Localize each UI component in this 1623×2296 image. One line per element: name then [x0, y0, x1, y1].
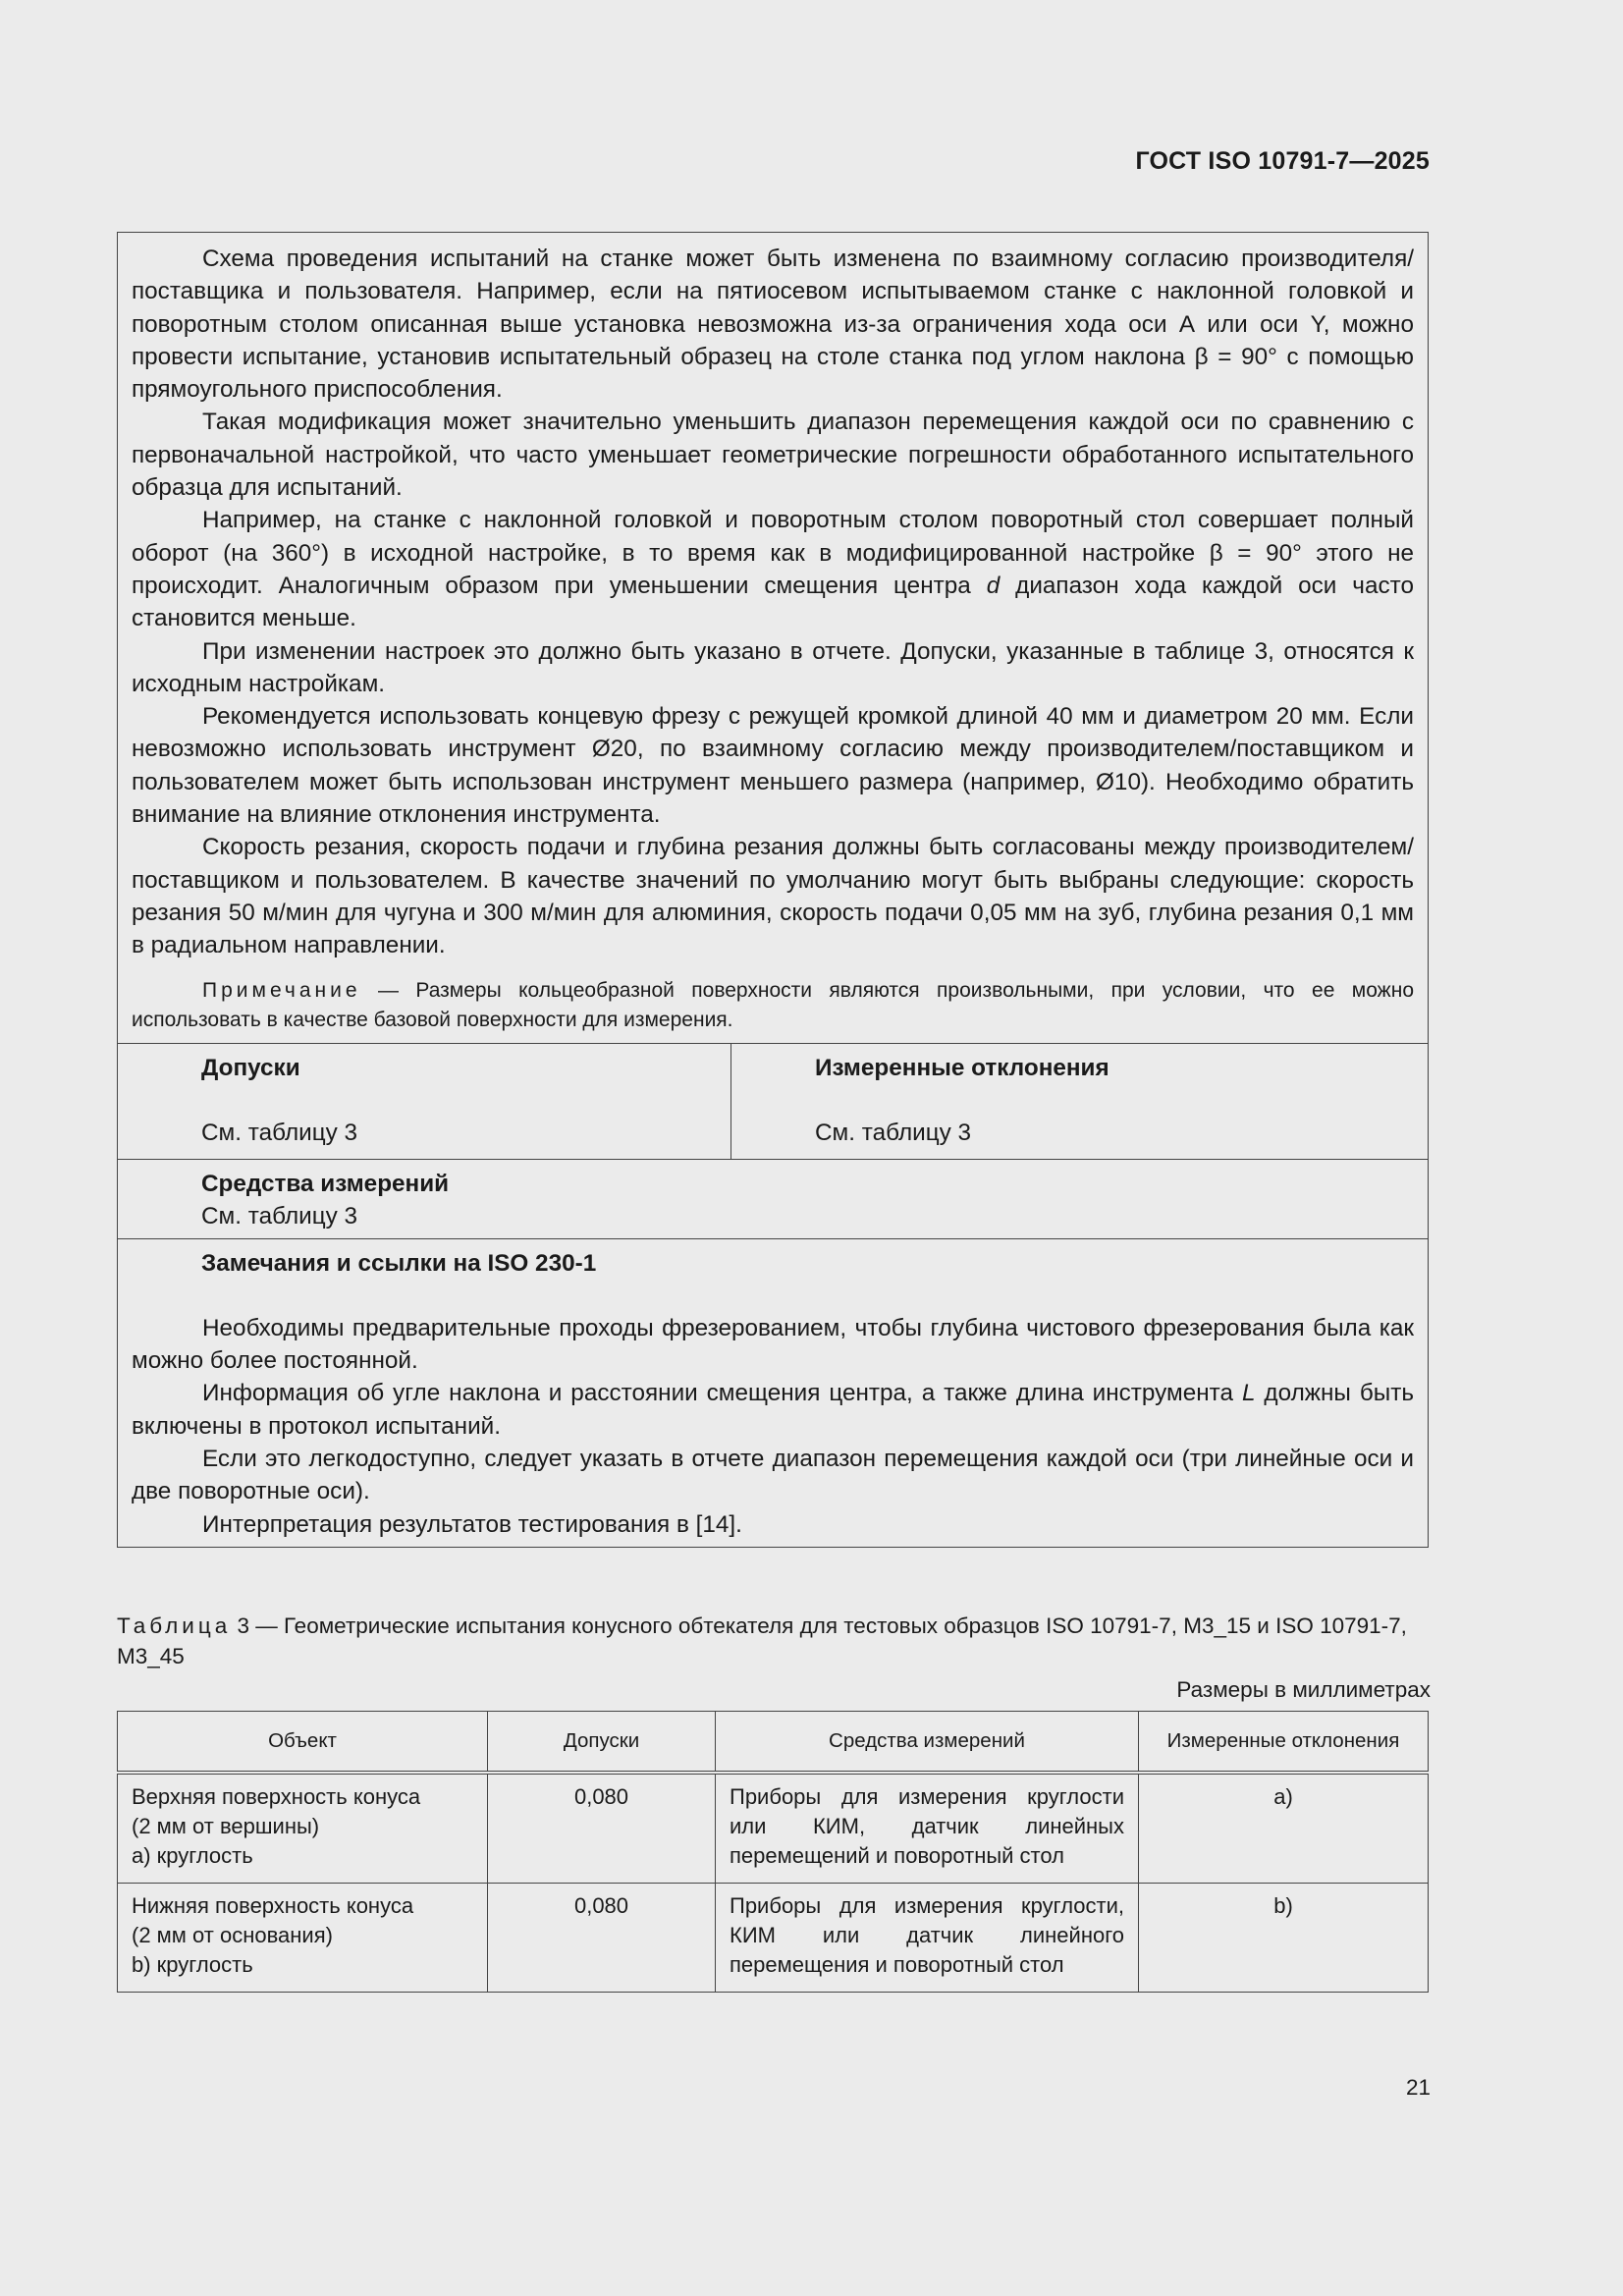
tolerance-cell: 0,080 — [488, 1773, 716, 1884]
test-description-box — [117, 232, 1429, 1548]
column-header: Объект — [118, 1712, 488, 1774]
deviation-cell: a) — [1139, 1773, 1429, 1884]
paragraph: Такая модификация может значительно уменьшить диапазон перемещения каждой оси по сравнению с первоначальной настройкой, что часто уменьшает геометрические погрешности обработанного испытательного образца для испытаний. — [132, 409, 1414, 502]
measured-deviations-cell — [731, 1044, 1428, 1159]
geometric-tests-table — [117, 1711, 1429, 1993]
remarks-row — [118, 1238, 1428, 1547]
page-number: 21 — [1405, 2075, 1431, 2100]
remarks-heading: Замечания и ссылки на ISO 230-1 — [201, 1249, 597, 1277]
paragraph: Интерпретация результатов тестирования в [14]. — [202, 1510, 742, 1538]
instruments-cell: Приборы для измерения круглости или КИМ, датчик линейных перемещений и поворотный стол — [716, 1773, 1139, 1884]
paragraph: Схема проведения испытаний на станке может быть изменена по взаимному согласию производителя/поставщика и пользователя. Например, если на пятиосевом испытываемом станке с наклонной головкой и поворотным столом описанная выше установка невозможна из-за ограничения хода оси А или оси Y, можно провести испытание, установив испытательный образец на столе станка под углом наклона β = 90° с помощью прямоугольного приспособления. — [132, 246, 1414, 404]
tolerances-row — [118, 1043, 1428, 1159]
paragraph: Информация об угле наклона и расстоянии смещения центра, а также длина инструмента L должны быть включены в протокол испытаний. — [132, 1380, 1414, 1440]
paragraph: Например, на станке с наклонной головкой и поворотным столом поворотный стол совершает полный оборот (на 360°) в исходной настройке, в то время как в модифицированной настройке β = 90° этого не происходит. Аналогичным образом при уменьшении смещения центра d диапазон хода каждой оси часто становится меньше. — [132, 507, 1414, 632]
instruments-row — [118, 1159, 1428, 1238]
measured-deviations-value: См. таблицу 3 — [815, 1119, 972, 1146]
measured-deviations-heading: Измеренные отклонения — [815, 1054, 1109, 1081]
paragraph: Если это легкодоступно, следует указать в отчете диапазон перемещения каждой оси (три линейные оси и две поворотные оси). — [132, 1446, 1414, 1505]
instruments-cell: Приборы для измерения круглости, КИМ или датчик линейного перемещения и поворотный стол — [716, 1884, 1139, 1993]
tolerances-cell — [118, 1044, 731, 1159]
paragraph: Необходимы предварительные проходы фрезерованием, чтобы глубина чистового фрезерования была как можно более постоянной. — [132, 1314, 1414, 1375]
deviation-cell: b) — [1139, 1884, 1429, 1993]
paragraph: При изменении настроек это должно быть указано в отчете. Допуски, указанные в таблице 3, относятся к исходным настройкам. — [132, 637, 1414, 697]
tolerances-heading: Допуски — [201, 1054, 300, 1081]
tolerance-cell: 0,080 — [488, 1884, 716, 1993]
instruments-value: См. таблицу 3 — [201, 1202, 358, 1230]
instruments-heading: Средства измерений — [201, 1170, 450, 1197]
variable-L: L — [1241, 1380, 1256, 1407]
table-header-row — [118, 1712, 1429, 1774]
tolerances-value: См. таблицу 3 — [201, 1119, 358, 1146]
column-header: Допуски — [488, 1712, 716, 1774]
intro-section — [118, 233, 1428, 1043]
table-caption: Таблица 3 — Геометрические испытания конусного обтекателя для тестовых образцов ISO 10791-7, M3_15 и ISO 10791-7, M3_45 — [117, 1613, 1407, 1668]
paragraph: Скорость резания, скорость подачи и глубина резания должны быть согласованы между производителем/поставщиком и пользователем. В качестве значений по умолчанию могут быть выбраны следующие: скорость резания 50 м/мин для чугуна и 300 м/мин для алюминия, скорость подачи 0,05 мм на зуб, глубина резания 0,1 мм в радиальном направлении. — [132, 834, 1414, 959]
note — [132, 976, 1414, 1043]
paragraph: Рекомендуется использовать концевую фрезу с режущей кромкой длиной 40 мм и диаметром 20 мм. Если невозможно использовать инструмент Ø20, по взаимному согласию между производителем/поставщиком и пользователем может быть использован инструмент меньшего размера (например, Ø10). Необходимо обратить внимание на влияние отклонения инструмента. — [132, 703, 1414, 829]
note-text: — Размеры кольцеобразной поверхности являются произвольными, при условии, что ее можно использовать в качестве базовой поверхности для измерения. — [132, 978, 1414, 1031]
note-label: Примечание — [202, 978, 361, 1002]
object-cell: Нижняя поверхность конуса (2 мм от основания) b) круглость — [118, 1884, 488, 1993]
standard-header: ГОСТ ISO 10791-7—2025 — [1135, 147, 1430, 175]
object-cell: Верхняя поверхность конуса (2 мм от вершины) a) круглость — [118, 1773, 488, 1884]
column-header: Измеренные отклонения — [1139, 1712, 1429, 1774]
table-row — [118, 1884, 1429, 1993]
units-note: Размеры в миллиметрах — [1176, 1677, 1431, 1702]
variable-d: d — [986, 572, 1001, 599]
table-row — [118, 1773, 1429, 1884]
column-header: Средства измерений — [716, 1712, 1139, 1774]
